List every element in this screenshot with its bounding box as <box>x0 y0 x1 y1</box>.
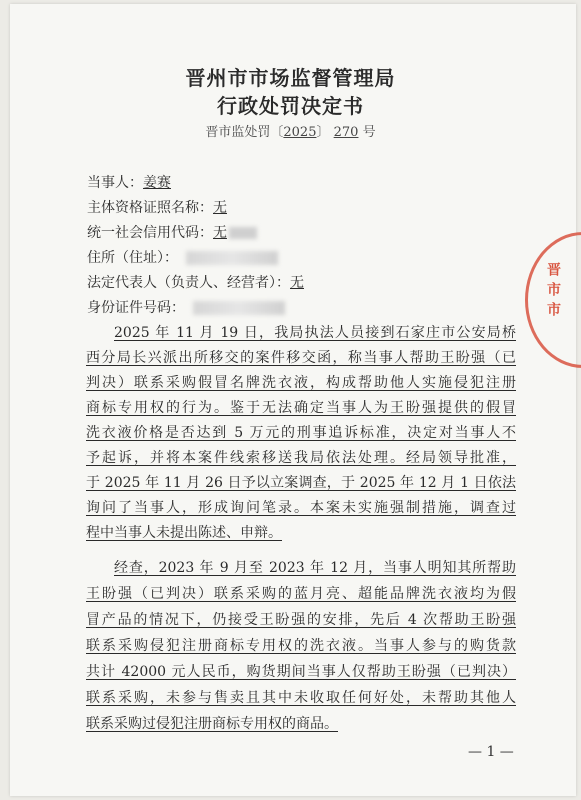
redacted-id <box>193 301 285 315</box>
para2-line: 联系采购，未参与售卖且其中未收取任何好处，未帮助其他人 <box>86 690 516 706</box>
redacted-block <box>229 227 257 239</box>
para2-line: 冒产品的情况下，仍接受王盼强的安排，先后 4 次帮助王盼强 <box>86 612 516 628</box>
para1-line: 商标专用权的行为。鉴于无法确定当事人为王盼强提供的假冒 <box>86 400 516 416</box>
para2-line: 共计 42000 元人民币，购货期间当事人仅帮助王盼强（已判决） <box>86 664 516 680</box>
para1-line: 判决）联系采购假冒名牌洗衣液，构成帮助他人实施侵犯注册 <box>86 375 516 391</box>
para2-line: 联系采购过侵犯注册商标专用权的商品。 <box>86 716 338 732</box>
party-field: 当事人：姜赛 <box>87 175 171 191</box>
para2-line: 联系采购侵犯注册商标专用权的洗衣液。当事人参与的购货款 <box>86 638 516 654</box>
seal-text: 晋市市 <box>545 262 561 322</box>
para1-line: 洗衣液价格是否达到 5 万元的刑事追诉标准，决定对当事人不 <box>86 425 516 441</box>
credit-code-field: 统一社会信用代码：无 <box>87 222 257 242</box>
redacted-address <box>186 251 278 265</box>
para1-line: 2025 年 11 月 19 日，我局执法人员接到石家庄市公安局桥 <box>114 325 516 341</box>
document-number: 晋市监处罚〔2025〕 270 号 <box>205 125 376 140</box>
id-number-field: 身份证件号码： <box>87 297 285 317</box>
doc-title: 行政处罚决定书 <box>217 94 364 118</box>
address-field: 住所（住址）： <box>87 247 278 267</box>
license-field: 主体资格证照名称：无 <box>87 200 227 216</box>
representative-field: 法定代表人（负责人、经营者）：无 <box>87 275 304 291</box>
para1-line: 于 2025 年 11 月 26 日予以立案调查，于 2025 年 12 月 1 日依法 <box>86 475 516 491</box>
para1-line: 西分局长兴派出所移交的案件移交函，称当事人帮助王盼强（已 <box>86 350 516 366</box>
para2-line: 王盼强（已判决）联系采购的蓝月亮、超能品牌洗衣液均为假 <box>86 586 516 602</box>
party-name: 姜赛 <box>143 175 171 191</box>
org-title: 晋州市市场监督管理局 <box>185 66 396 90</box>
para1-line: 询问了当事人，形成询问笔录。本案未实施强制措施，调查过 <box>86 500 516 516</box>
para1-line: 程中当事人未提出陈述、申辩。 <box>86 525 282 541</box>
page-number: — 1 — <box>468 744 514 760</box>
para2-line: 经查，2023 年 9 月至 2023 年 12 月，当事人明知其所帮助 <box>114 560 516 576</box>
para1-line: 予起诉，并将本案件线索移送我局依法处理。经局领导批准， <box>86 450 516 466</box>
